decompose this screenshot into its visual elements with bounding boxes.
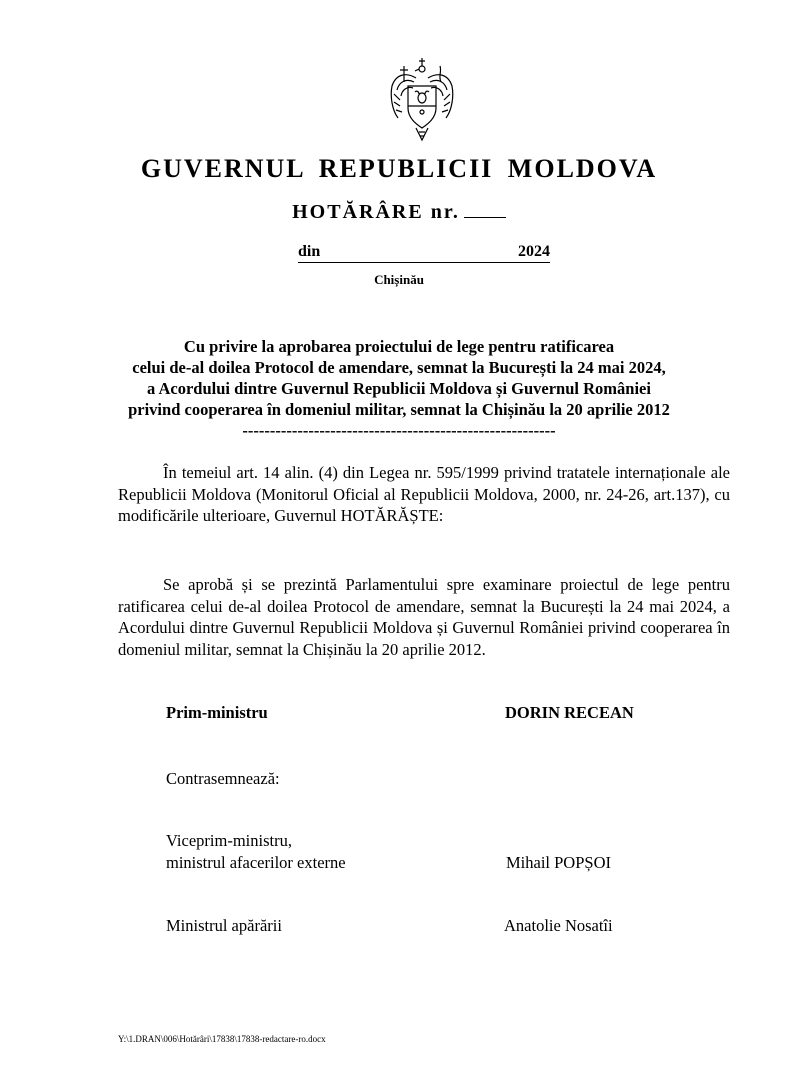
decision-heading bbox=[0, 201, 798, 224]
date-prefix: din bbox=[298, 243, 321, 260]
prime-minister-name: DORIN RECEAN bbox=[505, 703, 634, 722]
vice-pm-role-line-1: Viceprim-ministru, bbox=[166, 831, 292, 850]
paragraph-2-text: Se aprobă și se prezintă Parlamentului spre examinare proiectul de lege pentru ratificarea celui de-al doilea Protocol de amendare, semnat la București la 24 mai 2024, a Acordului dintre Guvernul Republicii Moldova și Guvernul României privind cooperarea în domeniul militar, semnat la Chișinău la 20 aprilie 2012. bbox=[118, 575, 730, 659]
subject-line-4: privind cooperarea în domeniul militar, semnat la Chișinău la 20 aprilie 2012 bbox=[128, 400, 670, 419]
decision-number-blank bbox=[464, 203, 506, 218]
decision-subject bbox=[0, 336, 798, 441]
subject-line-2: celui de-al doilea Protocol de amendare, semnat la București la 24 mai 2024, bbox=[132, 358, 666, 377]
countersign-label: Contrasemnează: bbox=[166, 769, 280, 788]
defense-minister-name: Anatolie Nosatîi bbox=[504, 916, 613, 935]
subject-line-3: a Acordului dintre Guvernul Republicii Moldova și Guvernul României bbox=[147, 379, 651, 398]
government-title: GUVERNUL REPUBLICII MOLDOVA bbox=[140, 154, 658, 183]
decision-label: HOTĂRÂRE nr. bbox=[292, 201, 460, 223]
subject-line-1: Cu privire la aprobarea proiectului de lege pentru ratificarea bbox=[183, 337, 615, 356]
vice-pm-name: Mihail POPȘOI bbox=[506, 853, 611, 872]
defense-minister-role: Ministrul apărării bbox=[166, 916, 282, 935]
approval-paragraph bbox=[118, 574, 730, 660]
city-name: Chișinău bbox=[374, 272, 424, 287]
decision-date-line bbox=[298, 243, 550, 263]
decision-year: 2024 bbox=[518, 243, 550, 260]
subject-separator: --------------------------------------------------------- bbox=[242, 421, 556, 440]
paragraph-1-text: În temeiul art. 14 alin. (4) din Legea nr. 595/1999 privind tratatele internaționale ale Republicii Moldova (Monitorul Oficial al Republicii Moldova, 2000, nr. 24-26, art.137), cu modificările ulterioare, Guvernul HOTĂRĂȘTE: bbox=[118, 463, 730, 526]
prime-minister-role: Prim-ministru bbox=[166, 703, 268, 722]
legal-basis-paragraph bbox=[118, 462, 730, 527]
vice-pm-role-line-2: ministrul afacerilor externe bbox=[166, 853, 346, 872]
coat-of-arms-icon bbox=[386, 56, 458, 142]
file-path-footer: Y:\1.DRAN\006\Hotărâri\17838\17838-redactare-ro.docx bbox=[118, 1034, 326, 1044]
